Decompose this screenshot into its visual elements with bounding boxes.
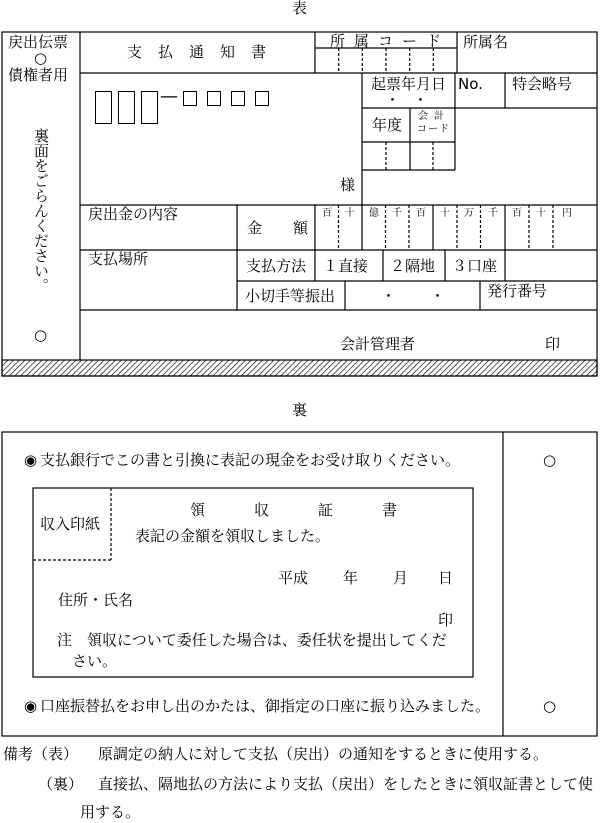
digit-unit: 百 xyxy=(322,208,332,219)
bullet-icon: ◉ xyxy=(24,451,38,469)
payment-place-label: 支払場所 xyxy=(88,250,149,268)
payment-method-option: ２隔地 xyxy=(390,257,436,275)
dept-code-label: 所属コード xyxy=(330,32,451,50)
remarks-back-text: 直接払、隔地払の方法により支払（戻出）をしたときに領収証書として使 xyxy=(98,775,594,793)
digit-unit: 千 xyxy=(392,208,402,219)
seal-label: 印 xyxy=(545,335,561,353)
postal-code-box xyxy=(95,91,112,124)
receipt-note: さい。 xyxy=(72,652,118,670)
payment-method-label: 支払方法 xyxy=(246,257,307,275)
cash-instruction: 支払銀行でこの書と引換に表記の現金をお受け取りください。 xyxy=(40,451,461,469)
number-label: No. xyxy=(458,75,483,93)
special-account-label: 特会略号 xyxy=(512,75,573,93)
check-date-separator: ・ xyxy=(430,287,446,305)
back-heading: 裏 xyxy=(292,401,308,419)
transfer-notice: 口座振替払をお申し出のかたは、御指定の口座に振り込みました。 xyxy=(40,697,491,715)
month-label: 月 xyxy=(393,569,409,587)
day-label: 日 xyxy=(438,569,454,587)
revenue-stamp-label: 収入印紙 xyxy=(40,515,101,533)
copy-for-label: 債権者用 xyxy=(8,66,69,84)
digit-unit: 億 xyxy=(369,208,379,219)
hatch-band xyxy=(2,360,597,376)
postal-code-box xyxy=(118,91,135,124)
accounting-code-label: 会計 xyxy=(418,111,450,122)
remarks-back-text: 用する。 xyxy=(80,803,141,821)
digit-unit: 千 xyxy=(488,208,498,219)
postal-code-box xyxy=(231,91,245,106)
postal-code-box xyxy=(141,91,158,124)
receipt-statement: 表記の金額を領収しました。 xyxy=(135,527,331,545)
digit-unit: 十 xyxy=(440,208,450,219)
remarks-front-text: 原調定の納人に対して支払（戻出）の通知をするときに使用する。 xyxy=(98,745,549,763)
address-name-label: 住所・氏名 xyxy=(58,591,134,609)
see-back-note: 裏面をごらんください。 xyxy=(32,128,50,293)
front-outer-border xyxy=(2,32,597,376)
seal-label: 印 xyxy=(438,611,454,629)
circle-mark: ○ xyxy=(543,697,557,715)
digit-unit: 円 xyxy=(562,208,572,219)
receipt-title: 領収証書 xyxy=(190,501,447,519)
receipt-note: 注 領収について委任した場合は、委任状を提出してくだ xyxy=(57,631,447,649)
digit-unit: 百 xyxy=(512,208,522,219)
postal-code-box xyxy=(255,91,269,106)
issue-date-label: 起票年月日 xyxy=(371,75,447,93)
check-issue-label: 小切手等振出 xyxy=(245,287,336,305)
postal-code-separator: — xyxy=(160,86,178,107)
slip-type-label: 戻出伝票 xyxy=(8,33,69,51)
remarks-label: 備考 xyxy=(3,745,34,763)
remarks-back-tag: （裏） xyxy=(38,775,84,793)
form-title: 支払通知書 xyxy=(127,43,283,61)
accounting-code-label: コード xyxy=(417,124,450,135)
bullet-icon: ◉ xyxy=(24,697,38,715)
payment-method-option: １直接 xyxy=(323,257,369,275)
digit-unit: 十 xyxy=(345,208,355,219)
digit-unit: 万 xyxy=(464,208,474,219)
date-separator: ・ xyxy=(385,91,401,109)
digit-unit: 十 xyxy=(536,208,546,219)
circle-mark: ○ xyxy=(34,326,48,344)
amount-label: 金額 xyxy=(247,219,340,237)
remarks-front-tag: （表） xyxy=(33,745,79,763)
era-label: 平成 xyxy=(278,569,309,587)
issue-number-label: 発行番号 xyxy=(487,282,548,300)
date-separator: ・ xyxy=(413,91,429,109)
year-label: 年 xyxy=(343,569,359,587)
check-date-separator: ・ xyxy=(381,287,397,305)
content-label: 戻出金の内容 xyxy=(88,205,179,223)
circle-mark: ○ xyxy=(543,451,557,469)
circle-mark: ○ xyxy=(34,49,48,67)
honorific: 様 xyxy=(340,176,356,194)
dept-name-label: 所属名 xyxy=(463,33,509,51)
front-heading: 表 xyxy=(292,0,308,17)
accountant-label: 会計管理者 xyxy=(340,335,416,353)
postal-code-box xyxy=(183,91,197,106)
fiscal-year-label: 年度 xyxy=(372,116,403,134)
payment-method-option: ３口座 xyxy=(452,257,498,275)
digit-unit: 百 xyxy=(416,208,426,219)
postal-code-box xyxy=(207,91,221,106)
